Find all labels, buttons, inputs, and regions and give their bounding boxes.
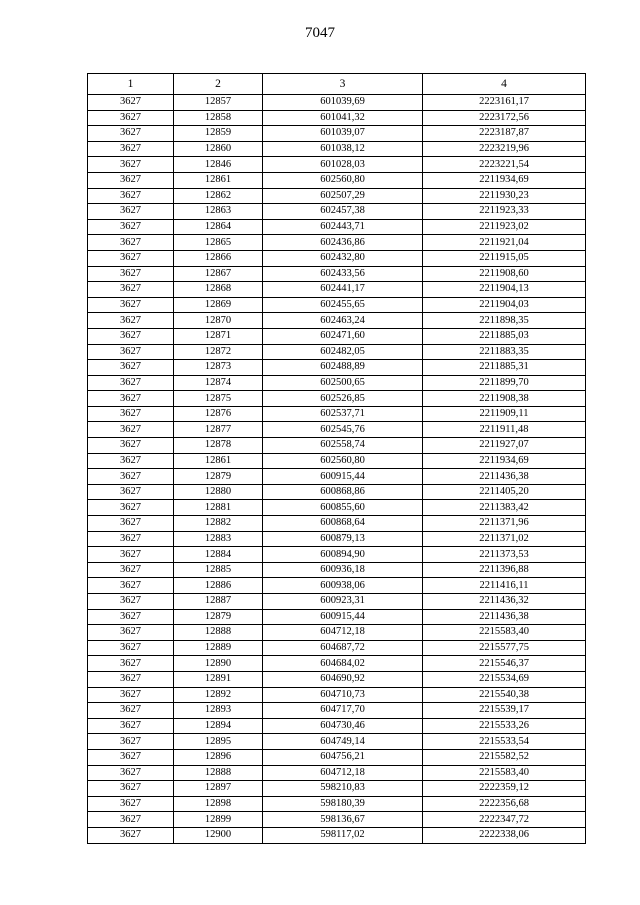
cell-col-3: 602471,60	[263, 328, 423, 344]
cell-col-3: 604749,14	[263, 734, 423, 750]
table-row	[88, 625, 586, 641]
cell-col-1: 3627	[88, 250, 174, 266]
cell-col-4: 2215533,54	[423, 734, 586, 750]
table-row	[88, 609, 586, 625]
cell-col-3: 602537,71	[263, 406, 423, 422]
table-row	[88, 297, 586, 313]
cell-col-2: 12890	[174, 656, 263, 672]
cell-col-1: 3627	[88, 328, 174, 344]
cell-col-4: 2211927,07	[423, 438, 586, 454]
cell-col-3: 598180,39	[263, 796, 423, 812]
cell-col-3: 602463,24	[263, 313, 423, 329]
table-row	[88, 734, 586, 750]
cell-col-4: 2211436,38	[423, 469, 586, 485]
cell-col-1: 3627	[88, 796, 174, 812]
table-row	[88, 765, 586, 781]
cell-col-2: 12846	[174, 157, 263, 173]
cell-col-2: 12861	[174, 172, 263, 188]
cell-col-3: 602500,65	[263, 375, 423, 391]
cell-col-2: 12887	[174, 594, 263, 610]
cell-col-3: 604684,02	[263, 656, 423, 672]
cell-col-3: 600855,60	[263, 500, 423, 516]
cell-col-3: 598210,83	[263, 781, 423, 797]
cell-col-3: 600868,64	[263, 516, 423, 532]
cell-col-4: 2211904,03	[423, 297, 586, 313]
cell-col-2: 12867	[174, 266, 263, 282]
table-row	[88, 282, 586, 298]
cell-col-4: 2222359,12	[423, 781, 586, 797]
cell-col-2: 12886	[174, 578, 263, 594]
cell-col-1: 3627	[88, 438, 174, 454]
cell-col-4: 2211371,02	[423, 531, 586, 547]
cell-col-3: 604690,92	[263, 671, 423, 687]
cell-col-3: 602488,89	[263, 360, 423, 376]
cell-col-1: 3627	[88, 500, 174, 516]
cell-col-3: 604710,73	[263, 687, 423, 703]
cell-col-3: 598136,67	[263, 812, 423, 828]
table-row	[88, 578, 586, 594]
table-header-row	[88, 74, 586, 95]
cell-col-3: 602545,76	[263, 422, 423, 438]
cell-col-1: 3627	[88, 266, 174, 282]
cell-col-2: 12882	[174, 516, 263, 532]
cell-col-4: 2215534,69	[423, 671, 586, 687]
cell-col-4: 2211898,35	[423, 313, 586, 329]
table-row	[88, 141, 586, 157]
cell-col-2: 12895	[174, 734, 263, 750]
cell-col-1: 3627	[88, 516, 174, 532]
cell-col-2: 12880	[174, 484, 263, 500]
cell-col-3: 604730,46	[263, 718, 423, 734]
cell-col-1: 3627	[88, 687, 174, 703]
cell-col-2: 12883	[174, 531, 263, 547]
cell-col-3: 600936,18	[263, 562, 423, 578]
cell-col-3: 604756,21	[263, 749, 423, 765]
cell-col-2: 12858	[174, 110, 263, 126]
cell-col-2: 12878	[174, 438, 263, 454]
table-row	[88, 812, 586, 828]
cell-col-1: 3627	[88, 671, 174, 687]
cell-col-3: 600915,44	[263, 469, 423, 485]
table-row	[88, 110, 586, 126]
cell-col-4: 2223219,96	[423, 141, 586, 157]
cell-col-2: 12897	[174, 781, 263, 797]
table-row	[88, 95, 586, 111]
table-row	[88, 235, 586, 251]
cell-col-1: 3627	[88, 297, 174, 313]
cell-col-4: 2222347,72	[423, 812, 586, 828]
column-header-2: 2	[174, 74, 263, 95]
cell-col-4: 2215540,38	[423, 687, 586, 703]
cell-col-3: 600879,13	[263, 531, 423, 547]
cell-col-3: 602433,56	[263, 266, 423, 282]
cell-col-1: 3627	[88, 531, 174, 547]
cell-col-4: 2223161,17	[423, 95, 586, 111]
cell-col-4: 2211396,88	[423, 562, 586, 578]
cell-col-4: 2215539,17	[423, 703, 586, 719]
cell-col-1: 3627	[88, 344, 174, 360]
cell-col-3: 602558,74	[263, 438, 423, 454]
cell-col-3: 602560,80	[263, 453, 423, 469]
cell-col-3: 602455,65	[263, 297, 423, 313]
cell-col-4: 2211908,60	[423, 266, 586, 282]
cell-col-4: 2222356,68	[423, 796, 586, 812]
column-header-1: 1	[88, 74, 174, 95]
cell-col-4: 2211923,02	[423, 219, 586, 235]
cell-col-2: 12885	[174, 562, 263, 578]
cell-col-3: 601041,32	[263, 110, 423, 126]
cell-col-3: 600923,31	[263, 594, 423, 610]
cell-col-1: 3627	[88, 594, 174, 610]
cell-col-1: 3627	[88, 609, 174, 625]
cell-col-4: 2211923,33	[423, 204, 586, 220]
cell-col-3: 600938,06	[263, 578, 423, 594]
cell-col-2: 12874	[174, 375, 263, 391]
cell-col-3: 601028,03	[263, 157, 423, 173]
cell-col-4: 2211904,13	[423, 282, 586, 298]
cell-col-2: 12881	[174, 500, 263, 516]
cell-col-2: 12898	[174, 796, 263, 812]
table-row	[88, 594, 586, 610]
cell-col-3: 601038,12	[263, 141, 423, 157]
cell-col-4: 2211915,05	[423, 250, 586, 266]
cell-col-2: 12888	[174, 625, 263, 641]
cell-col-3: 602441,17	[263, 282, 423, 298]
table-row	[88, 562, 586, 578]
table-row	[88, 781, 586, 797]
cell-col-3: 601039,07	[263, 126, 423, 142]
cell-col-2: 12866	[174, 250, 263, 266]
table-row	[88, 469, 586, 485]
cell-col-1: 3627	[88, 640, 174, 656]
page-number: 7047	[305, 25, 335, 41]
cell-col-2: 12899	[174, 812, 263, 828]
cell-col-4: 2211908,38	[423, 391, 586, 407]
table-row	[88, 266, 586, 282]
table-row	[88, 438, 586, 454]
cell-col-1: 3627	[88, 578, 174, 594]
cell-col-1: 3627	[88, 703, 174, 719]
cell-col-1: 3627	[88, 110, 174, 126]
table-row	[88, 391, 586, 407]
cell-col-3: 602507,29	[263, 188, 423, 204]
cell-col-3: 604687,72	[263, 640, 423, 656]
cell-col-1: 3627	[88, 172, 174, 188]
cell-col-2: 12870	[174, 313, 263, 329]
cell-col-4: 2211911,48	[423, 422, 586, 438]
table-row	[88, 516, 586, 532]
table-row	[88, 500, 586, 516]
cell-col-1: 3627	[88, 827, 174, 843]
cell-col-3: 600915,44	[263, 609, 423, 625]
table-row	[88, 827, 586, 843]
cell-col-2: 12868	[174, 282, 263, 298]
cell-col-2: 12869	[174, 297, 263, 313]
table-row	[88, 656, 586, 672]
table-row	[88, 547, 586, 563]
table-row	[88, 344, 586, 360]
cell-col-3: 602457,38	[263, 204, 423, 220]
cell-col-3: 598117,02	[263, 827, 423, 843]
table-row	[88, 126, 586, 142]
cell-col-2: 12900	[174, 827, 263, 843]
cell-col-4: 2211885,03	[423, 328, 586, 344]
table-row	[88, 453, 586, 469]
cell-col-1: 3627	[88, 484, 174, 500]
cell-col-2: 12857	[174, 95, 263, 111]
cell-col-1: 3627	[88, 422, 174, 438]
table-row	[88, 531, 586, 547]
cell-col-4: 2211934,69	[423, 453, 586, 469]
cell-col-2: 12893	[174, 703, 263, 719]
cell-col-1: 3627	[88, 734, 174, 750]
cell-col-1: 3627	[88, 141, 174, 157]
cell-col-4: 2223172,56	[423, 110, 586, 126]
table-row	[88, 406, 586, 422]
cell-col-4: 2211921,04	[423, 235, 586, 251]
cell-col-1: 3627	[88, 313, 174, 329]
cell-col-3: 602443,71	[263, 219, 423, 235]
coordinates-table	[87, 73, 586, 844]
cell-col-1: 3627	[88, 126, 174, 142]
table-row	[88, 796, 586, 812]
cell-col-3: 602560,80	[263, 172, 423, 188]
cell-col-2: 12865	[174, 235, 263, 251]
cell-col-2: 12877	[174, 422, 263, 438]
cell-col-4: 2211373,53	[423, 547, 586, 563]
cell-col-1: 3627	[88, 375, 174, 391]
cell-col-2: 12875	[174, 391, 263, 407]
cell-col-1: 3627	[88, 749, 174, 765]
cell-col-3: 604717,70	[263, 703, 423, 719]
cell-col-4: 2211436,32	[423, 594, 586, 610]
cell-col-4: 2215533,26	[423, 718, 586, 734]
cell-col-4: 2223221,54	[423, 157, 586, 173]
cell-col-4: 2215546,37	[423, 656, 586, 672]
table-row	[88, 204, 586, 220]
table-row	[88, 422, 586, 438]
cell-col-3: 600868,86	[263, 484, 423, 500]
cell-col-1: 3627	[88, 282, 174, 298]
cell-col-4: 2211930,23	[423, 188, 586, 204]
cell-col-1: 3627	[88, 765, 174, 781]
table-row	[88, 375, 586, 391]
table-row	[88, 703, 586, 719]
cell-col-4: 2211909,11	[423, 406, 586, 422]
cell-col-2: 12860	[174, 141, 263, 157]
cell-col-2: 12884	[174, 547, 263, 563]
cell-col-1: 3627	[88, 219, 174, 235]
cell-col-1: 3627	[88, 656, 174, 672]
cell-col-1: 3627	[88, 406, 174, 422]
table-row	[88, 718, 586, 734]
table-row	[88, 484, 586, 500]
cell-col-1: 3627	[88, 360, 174, 376]
column-header-4: 4	[423, 74, 586, 95]
cell-col-2: 12889	[174, 640, 263, 656]
cell-col-4: 2211899,70	[423, 375, 586, 391]
cell-col-1: 3627	[88, 235, 174, 251]
cell-col-2: 12872	[174, 344, 263, 360]
cell-col-1: 3627	[88, 562, 174, 578]
cell-col-3: 601039,69	[263, 95, 423, 111]
cell-col-2: 12894	[174, 718, 263, 734]
table-row	[88, 640, 586, 656]
cell-col-2: 12879	[174, 469, 263, 485]
cell-col-1: 3627	[88, 625, 174, 641]
cell-col-2: 12859	[174, 126, 263, 142]
cell-col-2: 12891	[174, 671, 263, 687]
cell-col-2: 12892	[174, 687, 263, 703]
cell-col-1: 3627	[88, 188, 174, 204]
cell-col-4: 2211383,42	[423, 500, 586, 516]
cell-col-1: 3627	[88, 812, 174, 828]
table-row	[88, 219, 586, 235]
cell-col-1: 3627	[88, 391, 174, 407]
cell-col-2: 12888	[174, 765, 263, 781]
table-row	[88, 313, 586, 329]
cell-col-1: 3627	[88, 781, 174, 797]
cell-col-3: 600894,90	[263, 547, 423, 563]
cell-col-4: 2211371,96	[423, 516, 586, 532]
cell-col-2: 12862	[174, 188, 263, 204]
cell-col-4: 2211885,31	[423, 360, 586, 376]
cell-col-3: 602432,80	[263, 250, 423, 266]
cell-col-4: 2215582,52	[423, 749, 586, 765]
cell-col-2: 12879	[174, 609, 263, 625]
cell-col-4: 2211436,38	[423, 609, 586, 625]
table-row	[88, 360, 586, 376]
cell-col-4: 2211934,69	[423, 172, 586, 188]
cell-col-2: 12896	[174, 749, 263, 765]
table-row	[88, 188, 586, 204]
cell-col-3: 602526,85	[263, 391, 423, 407]
cell-col-2: 12873	[174, 360, 263, 376]
table-row	[88, 172, 586, 188]
cell-col-4: 2215577,75	[423, 640, 586, 656]
cell-col-2: 12861	[174, 453, 263, 469]
cell-col-4: 2211405,20	[423, 484, 586, 500]
cell-col-1: 3627	[88, 95, 174, 111]
table-body	[88, 95, 586, 844]
cell-col-2: 12876	[174, 406, 263, 422]
cell-col-3: 602436,86	[263, 235, 423, 251]
cell-col-1: 3627	[88, 718, 174, 734]
table-row	[88, 328, 586, 344]
cell-col-2: 12871	[174, 328, 263, 344]
column-header-3: 3	[263, 74, 423, 95]
cell-col-2: 12863	[174, 204, 263, 220]
cell-col-1: 3627	[88, 469, 174, 485]
cell-col-4: 2223187,87	[423, 126, 586, 142]
table-row	[88, 687, 586, 703]
cell-col-4: 2222338,06	[423, 827, 586, 843]
cell-col-3: 604712,18	[263, 625, 423, 641]
cell-col-1: 3627	[88, 157, 174, 173]
cell-col-4: 2215583,40	[423, 765, 586, 781]
cell-col-1: 3627	[88, 453, 174, 469]
cell-col-1: 3627	[88, 547, 174, 563]
cell-col-3: 604712,18	[263, 765, 423, 781]
cell-col-2: 12864	[174, 219, 263, 235]
table-row	[88, 671, 586, 687]
cell-col-1: 3627	[88, 204, 174, 220]
cell-col-4: 2211883,35	[423, 344, 586, 360]
table-row	[88, 749, 586, 765]
table-row	[88, 250, 586, 266]
cell-col-4: 2211416,11	[423, 578, 586, 594]
table-row	[88, 157, 586, 173]
cell-col-3: 602482,05	[263, 344, 423, 360]
cell-col-4: 2215583,40	[423, 625, 586, 641]
